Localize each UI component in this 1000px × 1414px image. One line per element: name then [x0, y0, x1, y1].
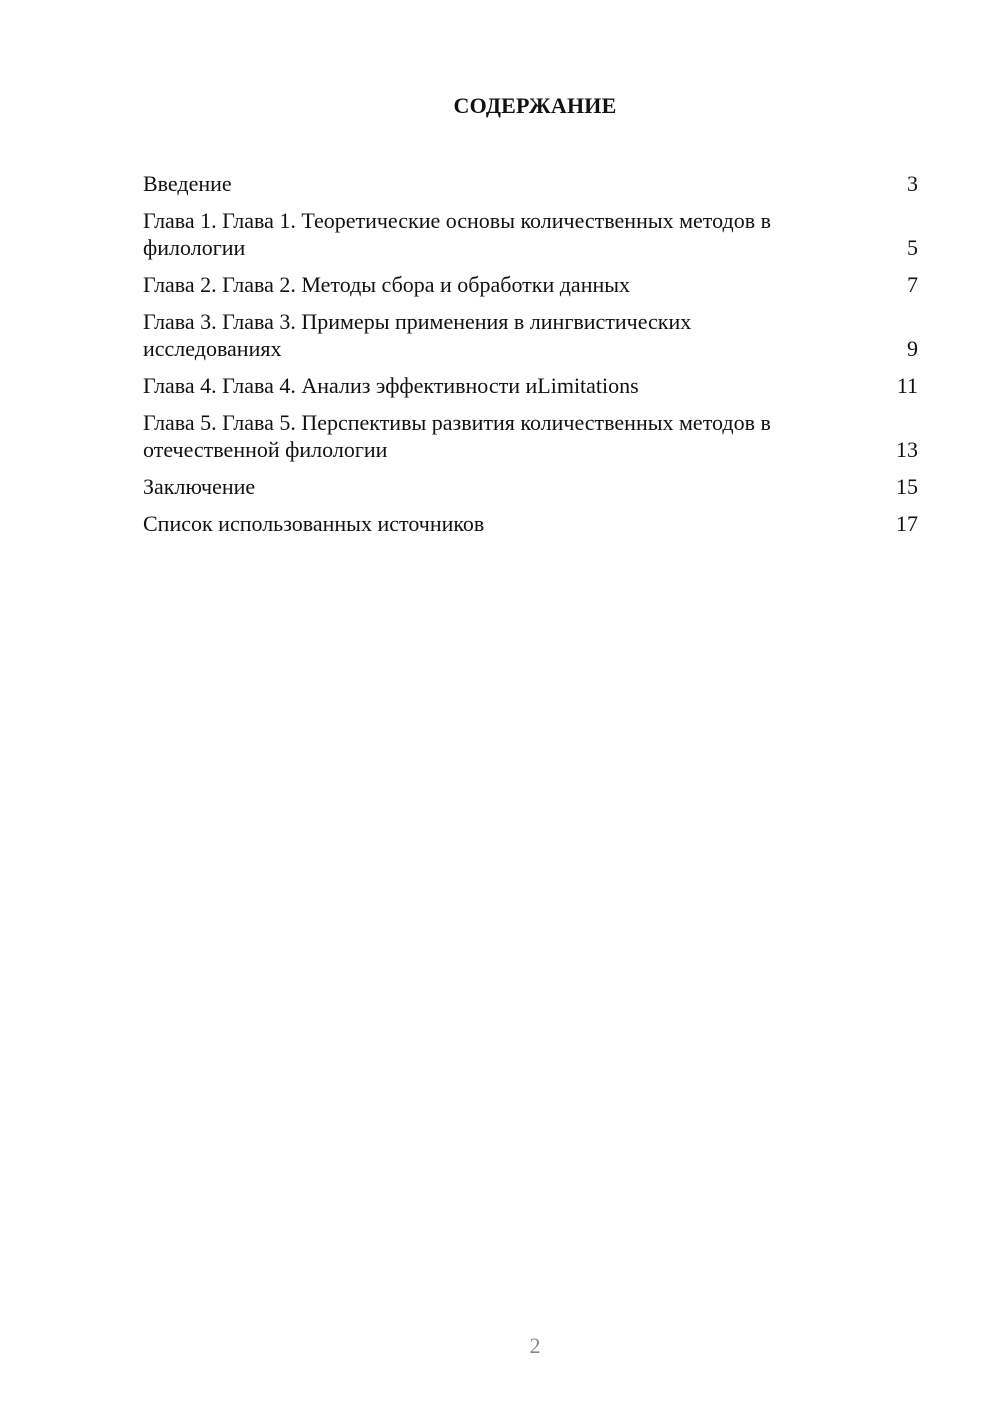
toc-entry-text: Глава 2. Глава 2. Методы сбора и обработки данных [143, 272, 631, 297]
toc-entry-chapter-3 [143, 308, 918, 362]
toc-title: СОДЕРЖАНИЕ [453, 93, 617, 118]
toc-entry-text: Список использованных источников [143, 511, 485, 536]
toc-entry-text: Глава 3. Глава 3. Примеры применения в лингвистических исследованиях [143, 309, 692, 361]
toc-entry-chapter-4 [143, 372, 918, 399]
toc-entry-page: 9 [907, 336, 918, 361]
toc-entry-conclusion [143, 473, 918, 500]
toc-entry-text: Глава 4. Глава 4. Анализ эффективности иLimitations [143, 373, 639, 398]
toc-entry-page: 13 [896, 437, 918, 462]
toc-entry-chapter-1 [143, 207, 918, 261]
toc-entry-chapter-2 [143, 271, 918, 298]
toc-entry-introduction [143, 170, 918, 197]
toc-entry-page: 5 [907, 235, 918, 260]
toc-entry-text: Заключение [143, 474, 256, 499]
toc-entry-page: 3 [907, 171, 918, 196]
toc-entry-references [143, 510, 918, 537]
toc-entry-chapter-5 [143, 409, 918, 463]
toc-entry-page: 11 [896, 373, 918, 398]
toc-entry-page: 17 [896, 511, 918, 536]
toc-entry-text: Глава 1. Глава 1. Теоретические основы количественных методов в филологии [143, 208, 771, 260]
toc-entry-page: 15 [896, 474, 918, 499]
toc-entry-text: Введение [143, 171, 232, 196]
toc-entry-text: Глава 5. Глава 5. Перспективы развития количественных методов в отечественной филологии [143, 410, 771, 462]
toc-entry-page: 7 [907, 272, 918, 297]
page-number: 2 [529, 1333, 541, 1358]
table-of-contents [143, 170, 918, 547]
